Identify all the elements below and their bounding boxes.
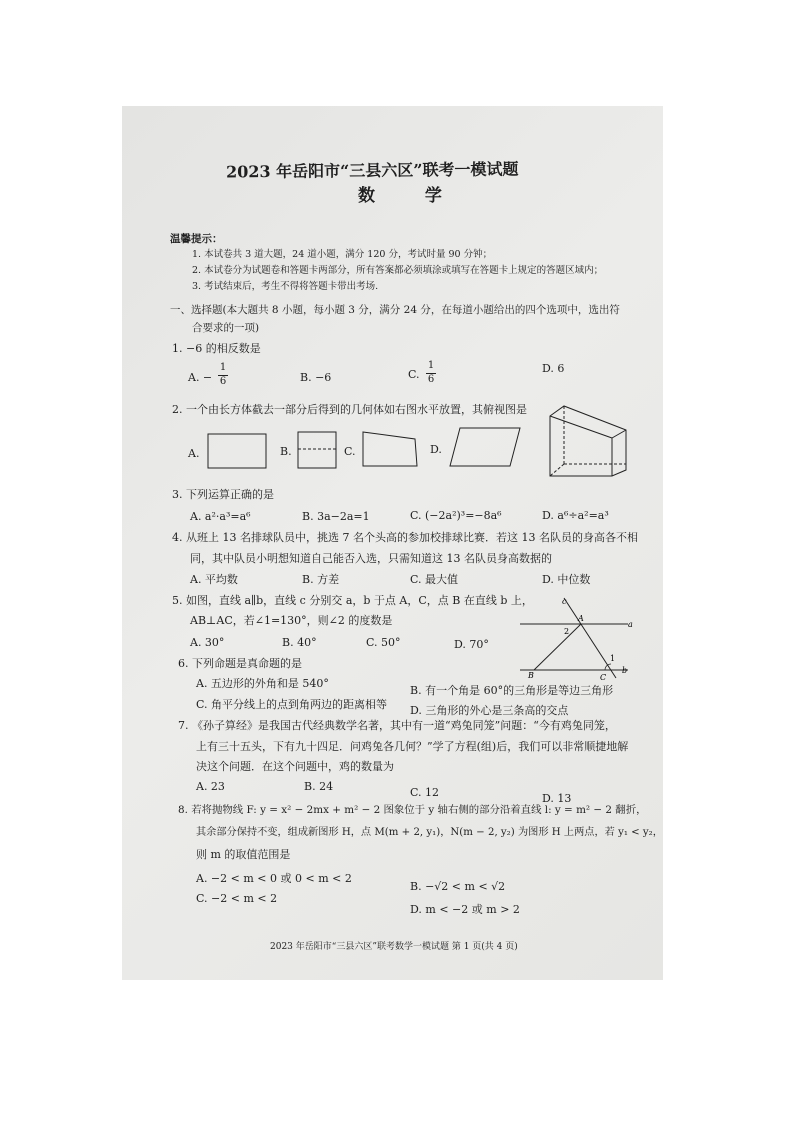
q3-option-c: C. (−2a²)³=−8a⁶ [410, 509, 502, 522]
q1-stem: 1. −6 的相反数是 [172, 342, 261, 355]
q5-line1: 5. 如图，直线 a∥b，直线 c 分别交 a，b 于点 A，C，点 B 在直线 b 上， [172, 594, 533, 607]
q1-option-c-label: C. [408, 368, 420, 381]
q7-option-d: D. 13 [542, 792, 572, 805]
q4-line1: 4. 从班上 13 名排球队员中，挑选 7 名个头高的参加校排球比赛．若这 13 名队员的身高各不相 [172, 531, 638, 544]
q8-line1: 8. 若将抛物线 F: y = x² − 2mx + m² − 2 图象位于 y 轴右侧的部分沿着直线 l: y = m² − 2 翻折， [178, 804, 647, 816]
q5-label-angle-1: 1 [610, 654, 616, 663]
q1-option-a-numerator: 1 [219, 362, 227, 373]
q2-option-b-label: B. [280, 445, 292, 458]
q8-line3: 则 m 的取值范围是 [196, 848, 291, 861]
q7-line2: 上有三十五头，下有九十四足．问鸡兔各几何？”学了方程(组)后，我们可以非常顺捷地解 [196, 740, 629, 753]
q3-stem: 3. 下列运算正确的是 [172, 488, 274, 501]
q1-option-a-label: A. − [188, 371, 213, 384]
q2-option-c-figure [360, 428, 420, 472]
q6-option-c: C. 角平分线上的点到角两边的距离相等 [196, 698, 388, 711]
q7-option-b: B. 24 [304, 780, 334, 793]
q1-option-a-denominator: 6 [219, 376, 227, 387]
q1-option-c-denominator: 6 [427, 374, 435, 385]
q5-option-d: D. 70° [454, 638, 489, 651]
q7-line1: 7. 《孙子算经》是我国古代经典数学名著，其中有一道“鸡兔同笼”问题：“今有鸡兔同笼， [178, 719, 616, 732]
q7-option-c: C. 12 [410, 786, 440, 799]
q2-option-b-figure [296, 430, 340, 472]
q5-label-c: c [562, 597, 567, 606]
notice-item-2: 2. 本试卷分为试题卷和答题卡两部分，所有答案都必须填涂或填写在答题卡上规定的答题区域内； [192, 265, 604, 276]
q5-geometry-figure [516, 594, 636, 680]
q6-option-d: D. 三角形的外心是三条高的交点 [410, 704, 569, 717]
section-intro-line1: 一、选择题(本大题共 8 小题，每小题 3 分，满分 24 分，在每道小题给出的四个选项中，选出符 [170, 304, 620, 316]
q6-option-a: A. 五边形的外角和是 540° [196, 677, 329, 690]
q8-option-b: B. −√2 < m < √2 [410, 880, 506, 893]
q5-label-line-b: b [622, 666, 628, 675]
page-footer: 2023 年岳阳市“三县六区”联考数学一模试题 第 1 页(共 4 页) [270, 942, 518, 952]
q6-stem: 6. 下列命题是真命题的是 [178, 657, 302, 670]
q5-label-point-c: C [600, 673, 607, 682]
q4-line2: 同，其中队员小明想知道自己能否入选，只需知道这 13 名队员身高数据的 [190, 552, 552, 565]
q2-option-d-label: D. [430, 443, 442, 456]
q5-label-line-a: a [628, 620, 633, 629]
q5-label-point-a: A [578, 614, 584, 623]
q3-option-a: A. a²·a³=a⁶ [190, 510, 251, 523]
q3-option-d: D. a⁶÷a²=a³ [542, 509, 609, 522]
exam-title: 2023 年岳阳市“三县六区”联考一模试题 [225, 159, 519, 182]
q8-option-c: C. −2 < m < 2 [196, 892, 278, 905]
q2-option-a-label: A. [188, 447, 200, 460]
q1-option-c-numerator: 1 [427, 360, 435, 371]
q8-option-a: A. −2 < m < 0 或 0 < m < 2 [196, 872, 352, 885]
q5-label-point-b: B [528, 671, 534, 680]
q2-solid-figure [542, 404, 632, 478]
q3-option-b: B. 3a−2a=1 [302, 510, 370, 523]
q5-option-c: C. 50° [366, 636, 401, 649]
q5-option-b: B. 40° [282, 636, 317, 649]
q5-line2: AB⊥AC，若∠1=130°，则∠2 的度数是 [190, 614, 393, 627]
q7-line3: 决这个问题．在这个问题中，鸡的数量为 [196, 760, 394, 773]
notice-heading: 温馨提示： [170, 233, 223, 245]
q5-option-a: A. 30° [190, 636, 225, 649]
q2-option-c-label: C. [344, 445, 356, 458]
q8-line2: 其余部分保持不变，组成新图形 H，点 M(m + 2, y₁)，N(m − 2, y₂) 为图形 H 上两点，若 y₁ < y₂， [196, 827, 663, 838]
notice-item-1: 1. 本试卷共 3 道大题，24 道小题，满分 120 分，考试时量 90 分钟； [192, 249, 493, 260]
q4-option-a: A. 平均数 [190, 573, 238, 586]
q1-option-d: D. 6 [542, 362, 565, 375]
q1-option-b: B. −6 [300, 371, 332, 384]
q8-option-d: D. m < −2 或 m > 2 [410, 903, 520, 916]
q2-option-d-figure [448, 424, 524, 472]
q2-option-a-figure [206, 432, 270, 472]
q5-label-angle-2: 2 [564, 627, 570, 636]
section-intro-line2: 合要求的一项) [192, 322, 260, 334]
subject-title: 数 学 [358, 186, 464, 206]
q4-option-d: D. 中位数 [542, 573, 591, 586]
q4-option-c: C. 最大值 [410, 573, 459, 586]
q7-option-a: A. 23 [196, 780, 225, 793]
notice-item-3: 3. 考试结束后，考生不得将答题卡带出考场. [192, 281, 379, 292]
q6-option-b: B. 有一个角是 60°的三角形是等边三角形 [410, 684, 614, 697]
q4-option-b: B. 方差 [302, 573, 340, 586]
q2-stem: 2. 一个由长方体截去一部分后得到的几何体如右图水平放置，其俯视图是 [172, 403, 527, 416]
